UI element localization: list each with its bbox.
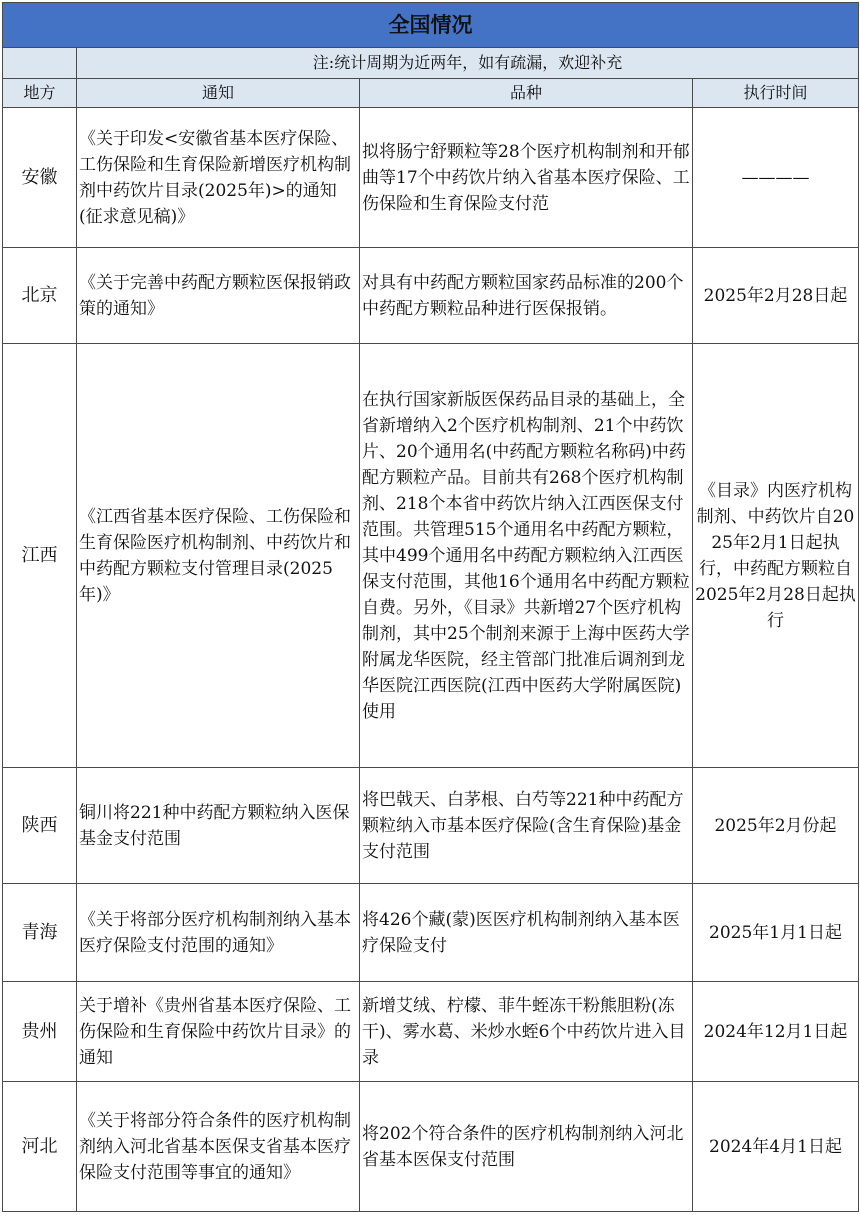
exec-time-cell: 2025年1月1日起 xyxy=(693,884,859,982)
region-cell: 河北 xyxy=(3,1082,77,1212)
variety-cell: 将202个符合条件的医疗机构制剂纳入河北省基本医保支付范围 xyxy=(360,1082,693,1212)
exec-time-cell: 2025年2月28日起 xyxy=(693,248,859,344)
exec-time-cell: 2024年4月1日起 xyxy=(693,1082,859,1212)
note-row xyxy=(3,48,859,79)
table-row xyxy=(3,884,859,982)
table-row xyxy=(3,108,859,248)
variety-cell: 在执行国家新版医保药品目录的基础上，全省新增纳入2个医疗机构制剂、21个中药饮片、20个通用名(中药配方颗粒名称码)中药配方颗粒产品。目前共有268个医疗机构制剂、218个本省中药饮片纳入江西医保支付范围。共管理515个通用名中药配方颗粒，其中499个通用名中药配方颗粒纳入江西医保支付范围，其他16个通用名中药配方颗粒自费。另外，《目录》共新增27个医疗机构制剂，其中25个制剂来源于上海中医药大学附属龙华医院，经主管部门批准后调剂到龙华医院江西医院(江西中医药大学附属医院)使用 xyxy=(360,344,693,768)
policy-table xyxy=(2,2,859,1212)
note-spacer xyxy=(3,48,77,79)
header-variety: 品种 xyxy=(360,79,693,108)
notice-cell: 《关于完善中药配方颗粒医保报销政策的通知》 xyxy=(77,248,360,344)
exec-time-cell: 《目录》内医疗机构制剂、中药饮片自2025年2月1日起执行，中药配方颗粒自2025年2月28日起执行 xyxy=(693,344,859,768)
header-row xyxy=(3,79,859,108)
notice-cell: 《关于将部分医疗机构制剂纳入基本医疗保险支付范围的通知》 xyxy=(77,884,360,982)
region-cell: 贵州 xyxy=(3,982,77,1082)
variety-cell: 拟将肠宁舒颗粒等28个医疗机构制剂和开郁曲等17个中药饮片纳入省基本医疗保险、工伤保险和生育保险支付范 xyxy=(360,108,693,248)
exec-time-cell: 2024年12月1日起 xyxy=(693,982,859,1082)
exec-time-cell: 2025年2月份起 xyxy=(693,768,859,884)
header-exec-time: 执行时间 xyxy=(693,79,859,108)
table-row xyxy=(3,344,859,768)
region-cell: 青海 xyxy=(3,884,77,982)
table-row xyxy=(3,1082,859,1212)
note-text: 注:统计周期为近两年，如有疏漏，欢迎补充 xyxy=(77,48,859,79)
variety-cell: 对具有中药配方颗粒国家药品标准的200个中药配方颗粒品种进行医保报销。 xyxy=(360,248,693,344)
notice-cell: 《关于将部分符合条件的医疗机构制剂纳入河北省基本医保支省基本医疗保险支付范围等事宜的通知》 xyxy=(77,1082,360,1212)
notice-cell: 铜川将221种中药配方颗粒纳入医保基金支付范围 xyxy=(77,768,360,884)
exec-time-cell: ———— xyxy=(693,108,859,248)
notice-cell: 《关于印发<安徽省基本医疗保险、工伤保险和生育保险新增医疗机构制剂中药饮片目录(2025年)>的通知(征求意见稿)》 xyxy=(77,108,360,248)
region-cell: 北京 xyxy=(3,248,77,344)
region-cell: 陕西 xyxy=(3,768,77,884)
table-row xyxy=(3,768,859,884)
region-cell: 江西 xyxy=(3,344,77,768)
notice-cell: 关于增补《贵州省基本医疗保险、工伤保险和生育保险中药饮片目录》的通知 xyxy=(77,982,360,1082)
title-row xyxy=(3,3,859,48)
variety-cell: 新增艾绒、柠檬、菲牛蛭冻干粉熊胆粉(冻干)、雾水葛、米炒水蛭6个中药饮片进入目录 xyxy=(360,982,693,1082)
header-region: 地方 xyxy=(3,79,77,108)
table-row xyxy=(3,982,859,1082)
region-cell: 安徽 xyxy=(3,108,77,248)
header-notice: 通知 xyxy=(77,79,360,108)
variety-cell: 将426个藏(蒙)医医疗机构制剂纳入基本医疗保险支付 xyxy=(360,884,693,982)
table-row xyxy=(3,248,859,344)
variety-cell: 将巴戟天、白茅根、白芍等221种中药配方颗粒纳入市基本医疗保险(含生育保险)基金支付范围 xyxy=(360,768,693,884)
table-title: 全国情况 xyxy=(3,3,859,48)
notice-cell: 《江西省基本医疗保险、工伤保险和生育保险医疗机构制剂、中药饮片和中药配方颗粒支付管理目录(2025年)》 xyxy=(77,344,360,768)
